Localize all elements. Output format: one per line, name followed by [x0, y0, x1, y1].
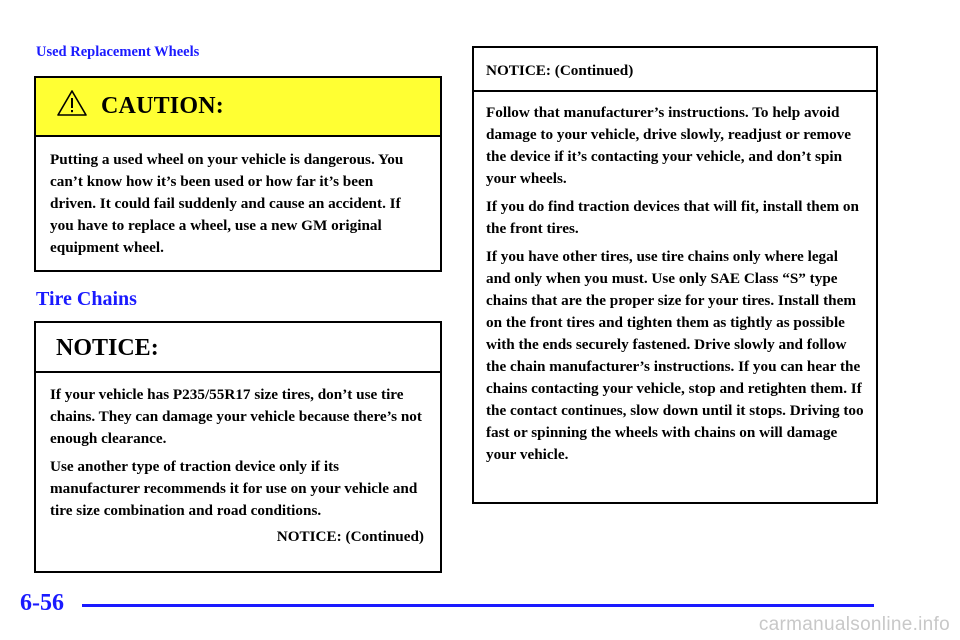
notice-header — [36, 323, 440, 373]
caution-header — [36, 78, 440, 137]
notice-continued-body — [474, 92, 876, 466]
notice-continued-header — [474, 48, 876, 92]
section-heading-used-replacement-wheels: Used Replacement Wheels — [36, 44, 200, 60]
notice-continued-paragraph: If you have other tires, use tire chains only where legal and only when you must. Use only SAE Class “S” type chains that are the proper size for your tires. Install them on the front tires and tighten them as tightly as possible with the ends securely fastened. Drive slowly and follow the chain manufacturer’s instructions. If you can hear the chains contacting your vehicle, stop and retighten them. If the contact continues, slow down until it stops. Driving too fast or spinning the wheels with chains on will damage your vehicle. — [486, 248, 864, 463]
watermark: carmanualsonline.info — [758, 614, 950, 635]
footer-divider — [82, 604, 874, 607]
notice-box — [34, 321, 442, 573]
notice-continued-paragraph: Follow that manufacturer’s instructions. To help avoid damage to your vehicle, drive slowly, readjust or remove the device if it’s contacting your vehicle, and don’t spin your wheels. — [486, 104, 852, 187]
notice-body — [36, 373, 440, 522]
caution-title: CAUTION: — [101, 93, 224, 119]
notice-continued-title: NOTICE: (Continued) — [486, 62, 634, 79]
notice-continued-paragraph: If you do find traction devices that will fit, install them on the front tires. — [486, 198, 859, 237]
caution-body — [36, 137, 440, 259]
section-heading-tire-chains: Tire Chains — [36, 288, 137, 310]
notice-continued-box — [472, 46, 878, 504]
caution-box — [34, 76, 442, 272]
warning-triangle-icon — [56, 89, 88, 117]
caution-text: Putting a used wheel on your vehicle is dangerous. You can’t know how it’s been used or how far it’s been driven. It could fail suddenly and cause an accident. If you have to replace a wheel, use a new GM original equipment wheel. — [50, 151, 404, 256]
page-number: 6-56 — [20, 590, 64, 616]
notice-paragraph: If your vehicle has P235/55R17 size tires, don’t use tire chains. They can damage your vehicle because there’s not enough clearance. — [50, 386, 422, 447]
notice-continued-label: NOTICE: (Continued) — [276, 528, 424, 545]
notice-title: NOTICE: — [56, 335, 159, 361]
notice-paragraph: Use another type of traction device only if its manufacturer recommends it for use on your vehicle and tire size combination and road conditions. — [50, 458, 418, 519]
